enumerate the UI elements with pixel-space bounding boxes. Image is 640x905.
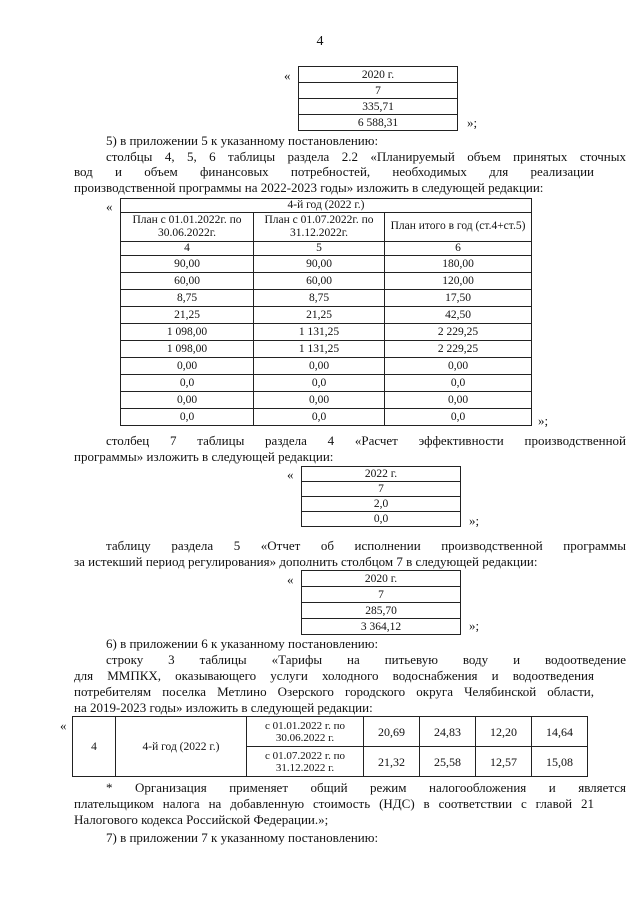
table-row: 21,25 21,25 42,50: [121, 306, 532, 323]
paragraph: строку 3 таблицы «Тарифы на питьевую воду и водоотведение: [106, 652, 626, 667]
table-row: 0,00 0,00 0,00: [121, 391, 532, 408]
cell: 3 364,12: [302, 619, 461, 635]
paragraph: вод и объем финансовых потребностей, необходимых для реализации: [74, 164, 594, 179]
table-row: 0,0 0,0 0,0: [121, 408, 532, 425]
cell: 285,70: [302, 603, 461, 619]
paragraph: Налогового кодекса Российской Федерации.»;: [74, 812, 329, 827]
cell: 7: [302, 482, 461, 497]
cell: 21,32: [364, 747, 420, 777]
table-2020-a: [298, 66, 458, 131]
page-number: 4: [316, 34, 324, 49]
open-quote: «: [106, 199, 113, 214]
cell: 6 588,31: [299, 115, 458, 131]
col-number: 4: [121, 241, 254, 255]
table-row: 60,00 60,00 120,00: [121, 272, 532, 289]
col-header: План итого в год (ст.4+ст.5): [385, 212, 532, 241]
table-2022: [301, 466, 461, 527]
cell: с 01.01.2022 г. по 30.06.2022 г.: [247, 717, 364, 747]
cell: с 01.07.2022 г. по 31.12.2022 г.: [247, 747, 364, 777]
paragraph: таблицу раздела 5 «Отчет об исполнении производственной программы: [106, 538, 626, 553]
paragraph: плательщиком налога на добавленную стоимость (НДС) в соответствии с главой 21: [74, 796, 594, 811]
paragraph: 7) в приложении 7 к указанному постановлению:: [106, 830, 379, 845]
close-quote: »;: [469, 618, 480, 633]
cell: 15,08: [532, 747, 588, 777]
paragraph: 5) в приложении 5 к указанному постановлению:: [106, 133, 379, 148]
paragraph: * Организация применяет общий режим налогообложения и является: [106, 780, 626, 795]
cell: 7: [299, 83, 458, 99]
table-row: 1 098,00 1 131,25 2 229,25: [121, 340, 532, 357]
cell: 20,69: [364, 717, 420, 747]
cell: 2022 г.: [302, 467, 461, 482]
paragraph: за истекший период регулирования» дополнить столбцом 7 в следующей редакции:: [74, 554, 538, 569]
paragraph: для ММПКХ, оказывающего услуги холодного водоснабжения и водоотведения: [74, 668, 594, 683]
paragraph: программы» изложить в следующей редакции:: [74, 449, 334, 464]
close-quote: »;: [467, 115, 478, 130]
cell: 7: [302, 587, 461, 603]
cell: 0,0: [302, 512, 461, 527]
cell: 24,83: [420, 717, 476, 747]
open-quote: «: [287, 572, 294, 587]
close-quote: »;: [538, 413, 549, 428]
col-number: 5: [254, 241, 385, 255]
table-row: 1 098,00 1 131,25 2 229,25: [121, 323, 532, 340]
cell: 25,58: [420, 747, 476, 777]
plan-table-title: 4-й год (2022 г.): [121, 199, 532, 213]
cell: 4: [73, 717, 116, 777]
cell: 2020 г.: [299, 67, 458, 83]
table-row: 0,0 0,0 0,0: [121, 374, 532, 391]
paragraph: на 2019-2023 годы» изложить в следующей редакции:: [74, 700, 373, 715]
cell: 12,57: [476, 747, 532, 777]
table-2020-b: [301, 570, 461, 635]
open-quote: «: [287, 467, 294, 482]
tariff-table: [72, 716, 588, 777]
paragraph: 6) в приложении 6 к указанному постановлению:: [106, 636, 379, 651]
open-quote: «: [60, 718, 67, 733]
cell: 335,71: [299, 99, 458, 115]
cell: 14,64: [532, 717, 588, 747]
col-number: 6: [385, 241, 532, 255]
table-row: [73, 717, 588, 747]
paragraph: столбцы 4, 5, 6 таблицы раздела 2.2 «Планируемый объем принятых сточных: [106, 149, 626, 164]
open-quote: «: [284, 68, 291, 83]
cell: 2020 г.: [302, 571, 461, 587]
plan-table: [120, 198, 532, 426]
close-quote: »;: [469, 513, 480, 528]
table-row: 0,00 0,00 0,00: [121, 357, 532, 374]
paragraph: столбец 7 таблицы раздела 4 «Расчет эффективности производственной: [106, 433, 626, 448]
paragraph: производственной программы на 2022-2023 годы» изложить в следующей редакции:: [74, 180, 544, 195]
paragraph: потребителям поселка Метлино Озерского городского округа Челябинской области,: [74, 684, 594, 699]
col-header: План с 01.01.2022г. по 30.06.2022г.: [121, 212, 254, 241]
table-row: 90,00 90,00 180,00: [121, 255, 532, 272]
cell: 4-й год (2022 г.): [116, 717, 247, 777]
col-header: План с 01.07.2022г. по 31.12.2022г.: [254, 212, 385, 241]
table-row: 8,75 8,75 17,50: [121, 289, 532, 306]
cell: 12,20: [476, 717, 532, 747]
cell: 2,0: [302, 497, 461, 512]
